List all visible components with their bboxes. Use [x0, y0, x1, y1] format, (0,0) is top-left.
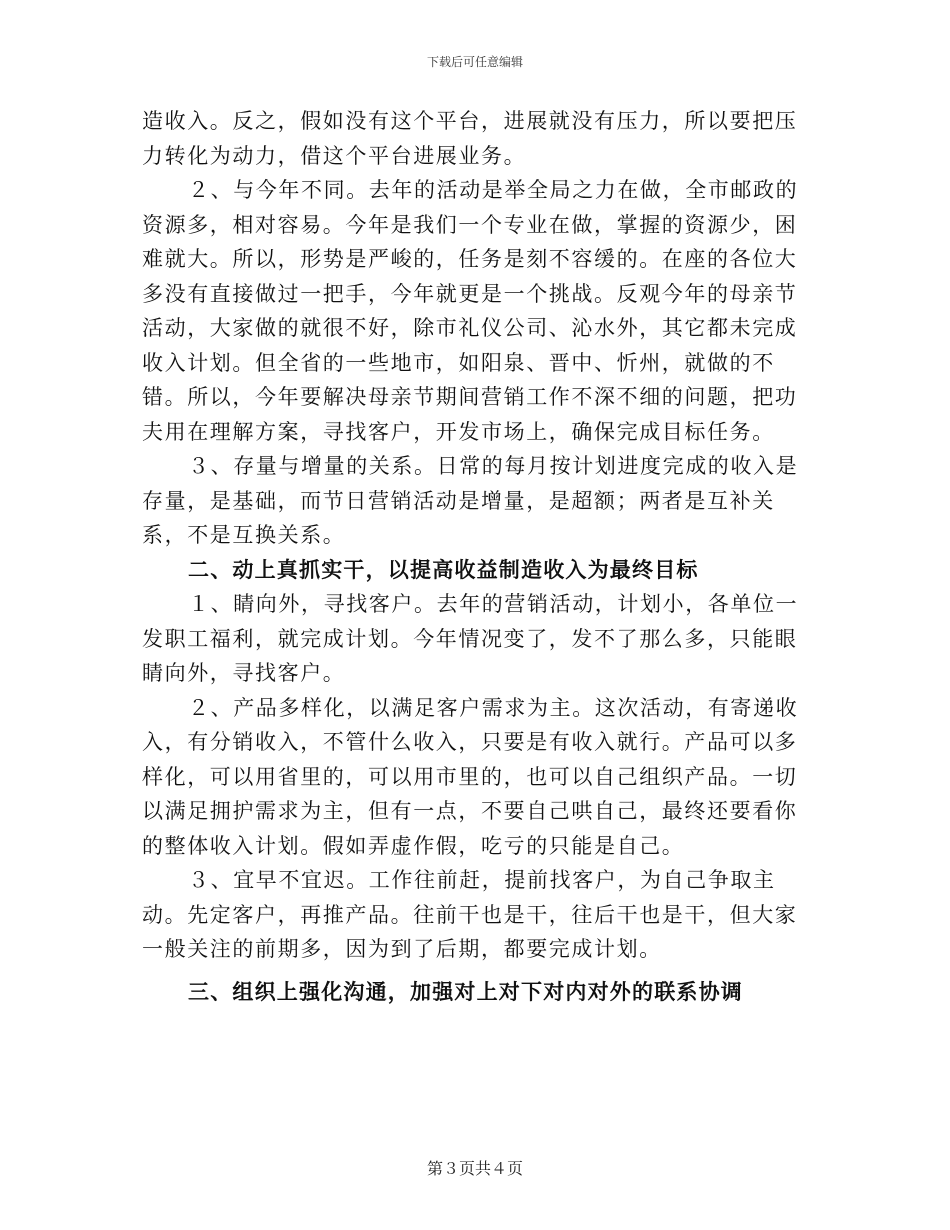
paragraph-point-3-stock-increment: ３、存量与增量的关系。日常的每月按计划进度完成的收入是存量，是基础，而节日营销活动是增量，是超额；两者是互补关系，不是互换关系。	[142, 454, 799, 547]
paragraph-point-2-different-year: ２、与今年不同。去年的活动是举全局之力在做，全市邮政的资源多，相对容易。今年是我们一个专业在做，掌握的资源少，困难就大。所以，形势是严峻的，任务是刻不容缓的。在座的各位大多没有直接做过一把手，今年就更是一个挑战。反观今年的母亲节活动，大家做的就很不好，除市礼仪公司、沁水外，其它都未完成收入计划。但全省的一些地市，如阳泉、晋中、忻州，就做的不错。所以，今年要解决母亲节期间营销工作不深不细的问题，把功夫用在理解方案，寻找客户，开发市场上，确保完成目标任务。	[142, 178, 799, 444]
paragraph-point-1-find-customers: １、睛向外，寻找客户。去年的营销活动，计划小，各单位一发职工福利，就完成计划。今年情况变了，发不了那么多，只能眼睛向外，寻找客户。	[142, 592, 799, 685]
page-header: 下载后可任意编辑	[426, 55, 523, 69]
page-number: 第３页共４页	[426, 1159, 523, 1178]
document-body	[142, 104, 810, 1009]
paragraph-point-2-product-diversity: ２、产品多样化，以满足客户需求为主。这次活动，有寄递收入，有分销收入，不管什么收入，只要是有收入就行。产品可以多样化，可以用省里的，可以用市里的，也可以自己组织产品。一切以满足拥护需求为主，但有一点，不要自己哄自己，最终还要看你的整体收入计划。假如弄虚作假，吃亏的只能是自己。	[142, 695, 799, 858]
paragraph-continuation: 造收入。反之，假如没有这个平台，进展就没有压力，所以要把压力转化为动力，借这个平台进展业务。	[142, 109, 798, 168]
section-heading-2: 二、动上真抓实干，以提高收益制造收入为最终目标	[188, 556, 699, 582]
section-heading-3: 三、组织上强化沟通，加强对上对下对内对外的联系协调	[188, 978, 743, 1004]
paragraph-point-3-early-start: ３、宜早不宜迟。工作往前赶，提前找客户，为自己争取主动。先定客户，再推产品。往前干也是干，往后干也是干，但大家一般关注的前期多，因为到了后期，都要完成计划。	[142, 868, 798, 961]
